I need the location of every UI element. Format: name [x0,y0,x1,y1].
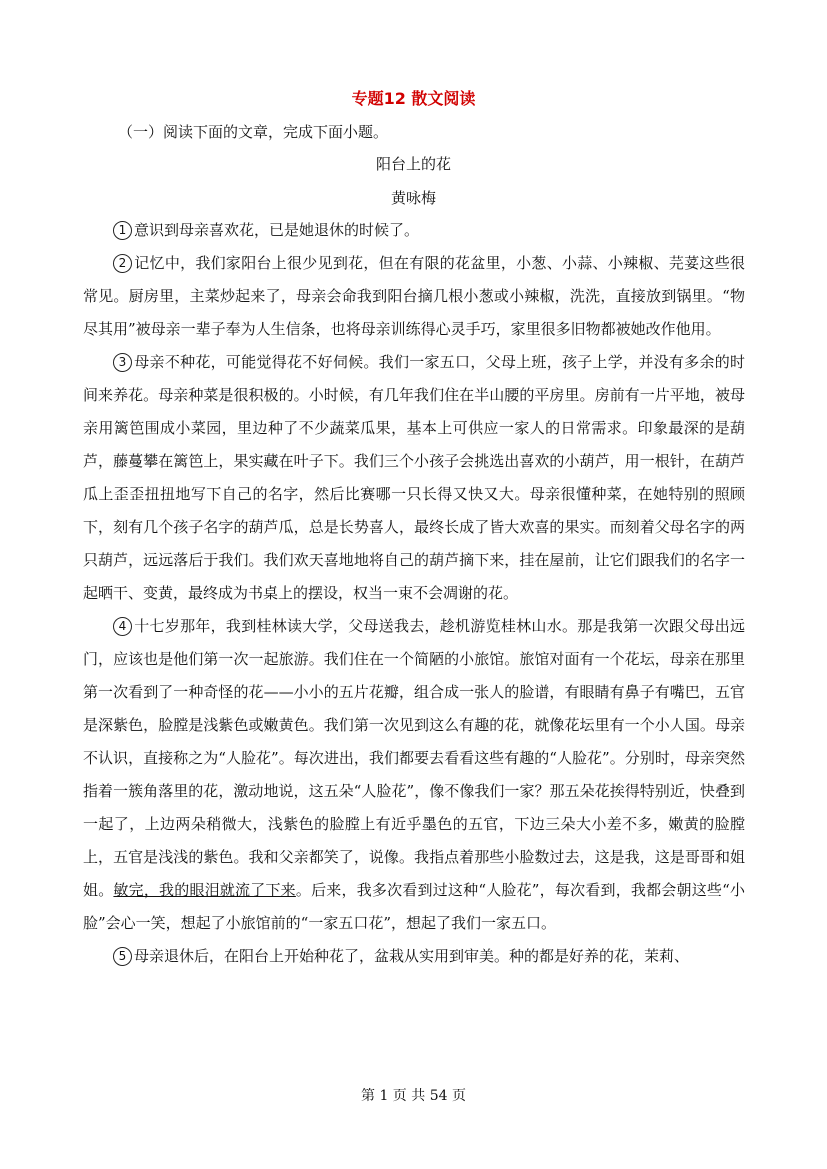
paragraph-text: 十七岁那年，我到桂林读大学，父母送我去，趁机游览桂林山水。那是我第一次跟父母出远门，应该也是他们第一次一起旅游。我们住在一个简陋的小旅馆。旅馆对面有一个花坛，母亲在那里第一次看到了一种奇怪的花——小小的五片花瓣，组合成一张人的脸谱，有眼睛有鼻子有嘴巴，五官是深紫色，脸膛是浅紫色或嫩黄色。我们第一次见到这么有趣的花，就像花坛里有一个小人国。母亲不认识，直接称之为“人脸花”。每次进出，我们都要去看看这些有趣的“人脸花”。分别时，母亲突然指着一簇角落里的花，激动地说，这五朵“人脸花”，像不像我们一家？那五朵花挨得特别近，快叠到一起了，上边两朵稍微大，浅紫色的脸膛上有近乎墨色的五官，下边三朵大小差不多，嫩黄的脸膛上，五官是浅浅的紫色。我和父亲都笑了，说像。我指点着那些小脸数过去，这是我，这是哥哥和姐姐。 [83,617,745,899]
paragraph-3 [83,346,745,610]
paragraph-number: 2 [113,254,132,273]
paragraph-number: 3 [113,353,132,372]
paragraph-number: 4 [113,617,132,636]
paragraph-1 [83,214,745,247]
article-author: 黄咏梅 [390,189,436,207]
page-footer: 第 1 页 共 54 页 [361,1088,466,1104]
paragraph-text: 母亲退休后，在阳台上开始种花了，盆栽从实用到审美。种的都是好养的花，茉莉、 [134,947,690,965]
paragraph-4 [83,610,745,940]
paragraph-text: 记忆中，我们家阳台上很少见到花，但在有限的花盆里，小葱、小蒜、小辣椒、芫荽这些很常见。厨房里，主菜炒起来了，母亲会命我到阳台摘几根小葱或小辣椒，洗洗，直接放到锅里。“物尽其用”被母亲一辈子奉为人生信条，也将母亲训练得心灵手巧，家里很多旧物都被她改作他用。 [83,254,745,338]
underlined-sentence: 敏完，我的眼泪就流了下来 [113,881,296,899]
paragraph-text-continued: 。后来，我多次看到过这种“人脸花”，每次看到，我都会朝这些“小脸”会心一笑，想起了小旅馆前的“一家五口花”，想起了我们一家五口。 [83,881,745,932]
paragraph-number: 5 [113,947,132,966]
article-body [83,214,745,973]
paragraph-2 [83,247,745,346]
paragraph-number: 1 [113,221,132,240]
paragraph-text: 意识到母亲喜欢花，已是她退休的时候了。 [134,221,420,239]
article-title: 阳台上的花 [375,155,451,173]
section-intro: （一）阅读下面的文章，完成下面小题。 [118,123,389,141]
document-title: 专题12 散文阅读 [351,89,476,108]
paragraph-text: 母亲不种花，可能觉得花不好伺候。我们一家五口，父母上班，孩子上学，并没有多余的时间来养花。母亲种菜是很积极的。小时候，有几年我们住在半山腰的平房里。房前有一片平地，被母亲用篱笆围成小菜园，里边种了不少蔬菜瓜果，基本上可供应一家人的日常需求。印象最深的是葫芦，藤蔓攀在篱笆上，果实藏在叶子下。我们三个小孩子会挑选出喜欢的小葫芦，用一根针，在葫芦瓜上歪歪扭扭地写下自己的名字，然后比赛哪一只长得又快又大。母亲很懂种菜，在她特别的照顾下，刻有几个孩子名字的葫芦瓜，总是长势喜人，最终长成了皆大欢喜的果实。而刻着父母名字的两只葫芦，远远落后于我们。我们欢天喜地地将自己的葫芦摘下来，挂在屋前，让它们跟我们的名字一起晒干、变黄，最终成为书桌上的摆设，权当一束不会凋谢的花。 [83,353,745,602]
paragraph-5 [83,940,745,973]
